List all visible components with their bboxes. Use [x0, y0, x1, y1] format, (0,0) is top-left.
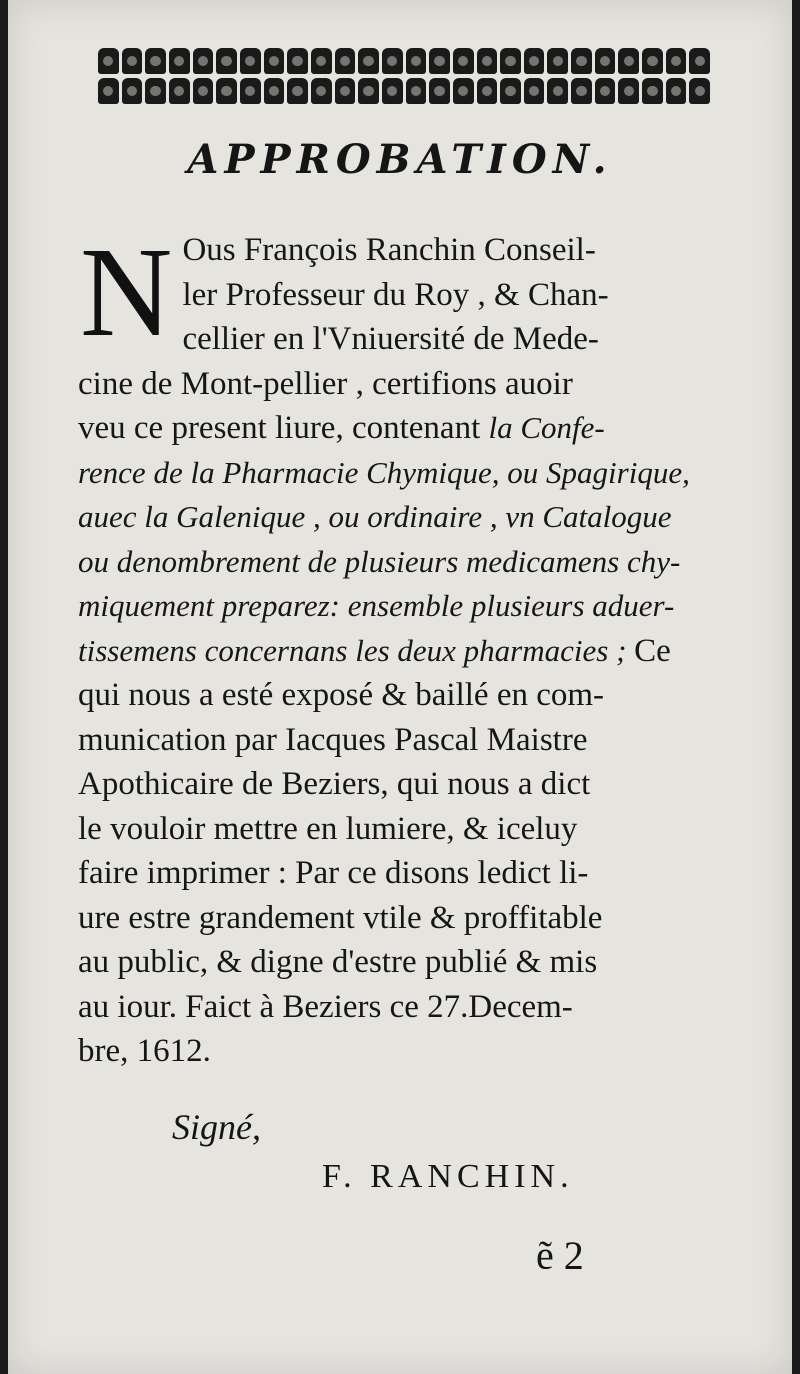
text-line [78, 985, 706, 1030]
ornament-glyph [264, 48, 285, 74]
roman-text: bre, 1612. [78, 1033, 211, 1069]
ornament-glyph [98, 78, 119, 104]
text-lines [78, 221, 706, 1074]
text-line [78, 362, 706, 407]
text-line [78, 807, 706, 852]
ornament-glyph [287, 48, 308, 74]
roman-text: munication par Iacques Pascal Maistre [78, 721, 588, 758]
ornament-glyph [216, 78, 237, 104]
italic-text: ou denombrement de plusieurs medicamens chy- [78, 543, 681, 579]
italic-text: tissemens concernans les deux pharmacies ; [78, 632, 635, 668]
ornament-glyph [240, 48, 261, 74]
roman-text: Apothicaire de Beziers, qui nous a dict [78, 766, 591, 802]
ornament-glyph [216, 48, 237, 74]
text-line [78, 451, 706, 496]
roman-text: Ous François Ranchin Conseil- [182, 232, 596, 268]
roman-text: ler Professeur du Roy , & Chan- [182, 276, 609, 313]
ornament-glyph [98, 48, 119, 74]
ornament-glyph [169, 78, 190, 104]
ornament-glyph [642, 48, 663, 74]
ornament-glyph [547, 48, 568, 74]
text-line [78, 1029, 706, 1074]
ornament-glyph [689, 48, 710, 74]
ornament-glyph [477, 78, 498, 104]
decorative-header-ornament [98, 48, 710, 106]
ornament-glyph [122, 48, 143, 74]
ornament-glyph [429, 78, 450, 104]
ornament-glyph [595, 78, 616, 104]
roman-text: cine de Mont-pellier , certifions auoir [78, 365, 573, 402]
roman-text: qui nous a esté exposé & baillé en com- [78, 677, 605, 713]
ornament-glyph [122, 78, 143, 104]
roman-text: faire imprimer : Par ce disons ledict li- [78, 855, 589, 891]
text-line [78, 673, 706, 718]
ornament-glyph [618, 48, 639, 74]
ornament-glyph [406, 48, 427, 74]
ornament-glyph [666, 48, 687, 74]
roman-text: Ce [634, 632, 671, 669]
italic-text: rence de la Pharmacie Chymique, ou Spagirique, [78, 454, 690, 490]
ornament-glyph [477, 48, 498, 74]
text-line [78, 540, 706, 585]
ornament-glyph [453, 48, 474, 74]
ornament-glyph [311, 48, 332, 74]
ornament-glyph [193, 78, 214, 104]
ornament-glyph [500, 78, 521, 104]
text-line [78, 851, 706, 896]
text-line [78, 584, 706, 629]
ornament-row [98, 78, 710, 104]
page-title: APPROBATION. [187, 136, 613, 183]
text-line [78, 762, 706, 807]
ornament-glyph [453, 78, 474, 104]
roman-text: le vouloir mettre en lumiere, & iceluy [78, 810, 578, 847]
ornament-glyph [145, 48, 166, 74]
text-line [78, 940, 706, 985]
ornament-glyph [547, 78, 568, 104]
ornament-glyph [406, 78, 427, 104]
ornament-glyph [571, 78, 592, 104]
ornament-glyph [335, 78, 356, 104]
ornament-glyph [382, 48, 403, 74]
roman-text: au public, & digne d'estre publié & mis [78, 944, 598, 980]
ornament-glyph [335, 48, 356, 74]
ornament-glyph [240, 78, 261, 104]
text-line [78, 629, 706, 674]
italic-text: miquement preparez: ensemble plusieurs aduer- [78, 588, 675, 623]
ornament-glyph [666, 78, 687, 104]
ornament-glyph [689, 78, 710, 104]
ornament-glyph [429, 48, 450, 74]
text-line [78, 896, 706, 941]
ornament-row [98, 48, 710, 74]
ornament-glyph [524, 78, 545, 104]
ornament-glyph [145, 78, 166, 104]
drop-cap: N [80, 221, 173, 363]
signature-name: F. RANCHIN. [322, 1158, 574, 1195]
italic-text: la Confe- [488, 410, 605, 445]
ornament-glyph [264, 78, 285, 104]
ornament-glyph [618, 78, 639, 104]
ornament-glyph [524, 48, 545, 74]
ornament-glyph [571, 48, 592, 74]
roman-text: veu ce present liure, contenant [78, 410, 489, 446]
ornament-glyph [382, 78, 403, 104]
ornament-glyph [595, 48, 616, 74]
roman-text: ure estre grandement vtile & proffitable [78, 899, 603, 936]
italic-text: auec la Galenique , ou ordinaire , vn Catalogue [78, 499, 672, 534]
ornament-glyph [287, 78, 308, 104]
ornament-glyph [500, 48, 521, 74]
signature-mark: ẽ 2 [536, 1233, 584, 1278]
text-line [78, 718, 706, 763]
approbation-text [78, 221, 706, 1074]
ornament-glyph [358, 48, 379, 74]
text-line [78, 495, 706, 540]
ornament-glyph [358, 78, 379, 104]
roman-text: cellier en l'Vniuersité de Mede- [182, 321, 599, 357]
ornament-glyph [642, 78, 663, 104]
ornament-glyph [169, 48, 190, 74]
ornament-glyph [193, 48, 214, 74]
signe-label: Signé, [172, 1107, 261, 1147]
text-line [78, 406, 706, 451]
ornament-glyph [311, 78, 332, 104]
roman-text: au iour. Faict à Beziers ce 27.Decem- [78, 988, 573, 1025]
